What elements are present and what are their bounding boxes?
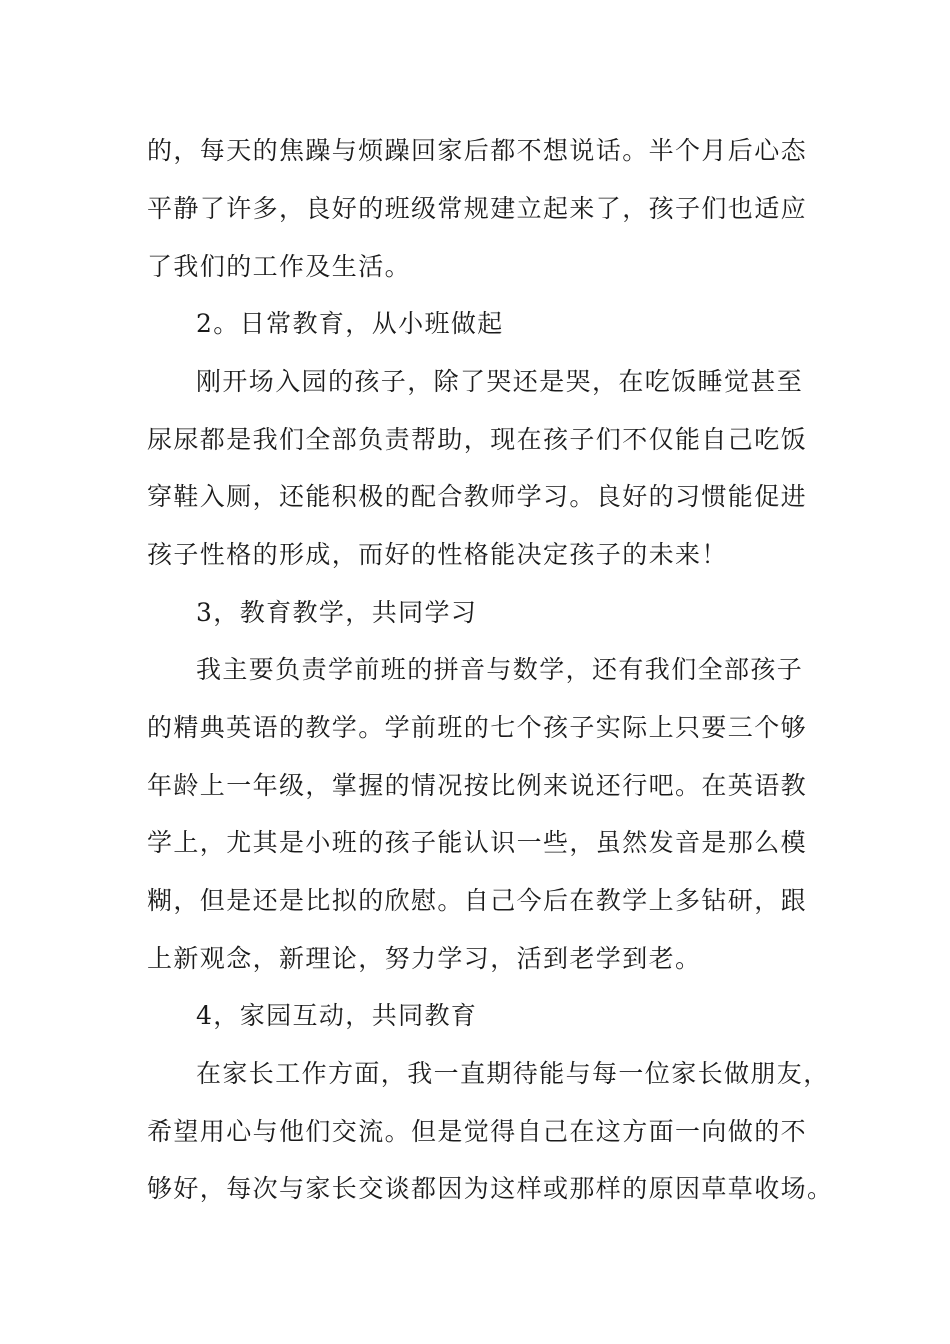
text-line: 孩子性格的形成，而好的性格能决定孩子的未来！ xyxy=(147,540,728,569)
text-line: 的，每天的焦躁与烦躁回家后都不想说话。半个月后心态 xyxy=(147,136,808,165)
text-line: 了我们的工作及生活。 xyxy=(147,252,412,281)
section-heading: 4，家园互动，共同教育 xyxy=(196,1001,478,1030)
paragraph-first-line: 在家长工作方面，我一直期待能与每一位家长做朋友， xyxy=(196,1059,830,1088)
text-line: 上新观念，新理论，努力学习，活到老学到老。 xyxy=(147,944,702,973)
text-line: 的精典英语的教学。学前班的七个孩子实际上只要三个够 xyxy=(147,713,808,742)
text-line: 尿尿都是我们全部负责帮助，现在孩子们不仅能自己吃饭 xyxy=(147,425,808,454)
text-line: 希望用心与他们交流。但是觉得自己在这方面一向做的不 xyxy=(147,1117,808,1146)
text-line: 年龄上一年级，掌握的情况按比例来说还行吧。在英语教 xyxy=(147,771,808,800)
section-heading: 2。日常教育，从小班做起 xyxy=(196,309,504,338)
text-line: 糊，但是还是比拟的欣慰。自己今后在教学上多钻研，跟 xyxy=(147,886,808,915)
paragraph-first-line: 我主要负责学前班的拼音与数学，还有我们全部孩子 xyxy=(196,655,804,684)
section-heading: 3，教育教学，共同学习 xyxy=(196,598,478,627)
paragraph-first-line: 刚开场入园的孩子，除了哭还是哭，在吃饭睡觉甚至 xyxy=(196,367,804,396)
text-line: 穿鞋入厕，还能积极的配合教师学习。良好的习惯能促进 xyxy=(147,482,808,511)
text-line: 平静了许多，良好的班级常规建立起来了，孩子们也适应 xyxy=(147,194,808,223)
text-line: 够好，每次与家长交谈都因为这样或那样的原因草草收场。 xyxy=(147,1174,834,1203)
text-line: 学上，尤其是小班的孩子能认识一些，虽然发音是那么模 xyxy=(147,828,808,857)
